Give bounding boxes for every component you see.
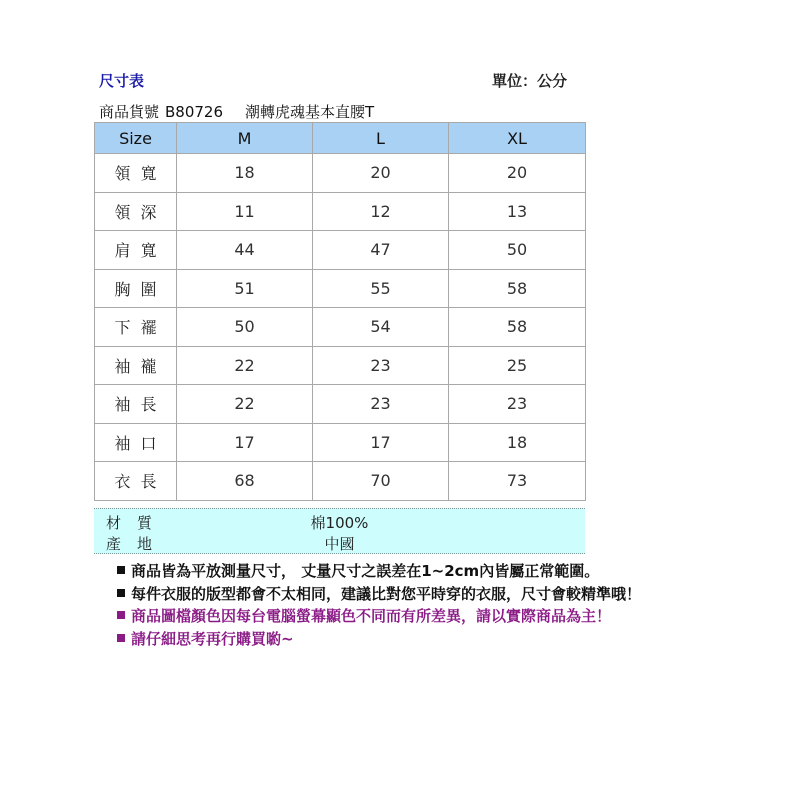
- column-header-xl: XL: [449, 123, 586, 154]
- cell-value: 68: [177, 462, 313, 501]
- table-header-row: [95, 123, 586, 154]
- origin-label: 產地: [106, 535, 169, 553]
- unit-label: 單位：公分: [492, 72, 568, 90]
- cell-value: 51: [177, 269, 313, 308]
- square-bullet-icon: [117, 611, 125, 619]
- product-code: B80726: [165, 103, 224, 121]
- cell-value: 20: [313, 154, 449, 193]
- cell-value: 44: [177, 231, 313, 270]
- cell-value: 20: [449, 154, 586, 193]
- note-item: [117, 605, 641, 628]
- table-row: [95, 423, 586, 462]
- row-label: 下襬: [95, 308, 177, 347]
- cell-value: 70: [313, 462, 449, 501]
- cell-value: 22: [177, 385, 313, 424]
- origin-value: 中國: [324, 535, 355, 553]
- product-info: [99, 101, 374, 122]
- product-name: 潮轉虎魂基本直腰T: [245, 103, 375, 121]
- cell-value: 23: [313, 346, 449, 385]
- product-prefix: 商品貨號: [99, 103, 160, 121]
- cell-value: 18: [177, 154, 313, 193]
- table-row: [95, 192, 586, 231]
- row-label: 肩寬: [95, 231, 177, 270]
- note-text: 商品皆為平放測量尺寸， 丈量尺寸之誤差在1~2cm內皆屬正常範圍。: [131, 562, 600, 580]
- table-row: [95, 346, 586, 385]
- cell-value: 17: [313, 423, 449, 462]
- cell-value: 23: [313, 385, 449, 424]
- table-row: [95, 269, 586, 308]
- column-header-l: L: [313, 123, 449, 154]
- cell-value: 58: [449, 308, 586, 347]
- row-label: 領寬: [95, 154, 177, 193]
- table-row: [95, 462, 586, 501]
- row-label: 袖襱: [95, 346, 177, 385]
- note-text: 請仔細思考再行購買喲~: [131, 629, 294, 648]
- square-bullet-icon: [117, 566, 125, 574]
- cell-value: 13: [449, 192, 586, 231]
- row-label: 袖口: [95, 423, 177, 462]
- table-row: [95, 385, 586, 424]
- square-bullet-icon: [117, 589, 125, 597]
- material-value: 棉100%: [310, 514, 369, 532]
- row-label: 領深: [95, 192, 177, 231]
- column-header-m: M: [177, 123, 313, 154]
- note-item: [117, 560, 641, 583]
- origin-row: [94, 533, 585, 553]
- size-chart-title: 尺寸表: [99, 72, 145, 90]
- note-item: [117, 628, 641, 651]
- table-row: [95, 154, 586, 193]
- row-label: 胸圍: [95, 269, 177, 308]
- square-bullet-icon: [117, 634, 125, 642]
- cell-value: 23: [449, 385, 586, 424]
- column-header-size: Size: [95, 123, 177, 154]
- cell-value: 58: [449, 269, 586, 308]
- notes-list: [117, 560, 641, 650]
- row-label: 衣長: [95, 462, 177, 501]
- cell-value: 50: [177, 308, 313, 347]
- note-item: [117, 583, 641, 606]
- cell-value: 50: [449, 231, 586, 270]
- cell-value: 25: [449, 346, 586, 385]
- cell-value: 22: [177, 346, 313, 385]
- note-text: 每件衣服的版型都會不太相同，建議比對您平時穿的衣服，尺寸會較精準哦！: [131, 584, 642, 603]
- cell-value: 12: [313, 192, 449, 231]
- table-row: [95, 308, 586, 347]
- material-row: [94, 512, 585, 532]
- material-label: 材質: [106, 514, 169, 532]
- cell-value: 18: [449, 423, 586, 462]
- cell-value: 17: [177, 423, 313, 462]
- table-row: [95, 231, 586, 270]
- cell-value: 73: [449, 462, 586, 501]
- size-table: [94, 122, 586, 501]
- note-text: 商品圖檔顏色因每台電腦螢幕顯色不同而有所差異，請以實際商品為主！: [131, 607, 612, 625]
- material-section: [94, 508, 585, 554]
- cell-value: 54: [313, 308, 449, 347]
- row-label: 袖長: [95, 385, 177, 424]
- cell-value: 47: [313, 231, 449, 270]
- cell-value: 55: [313, 269, 449, 308]
- cell-value: 11: [177, 192, 313, 231]
